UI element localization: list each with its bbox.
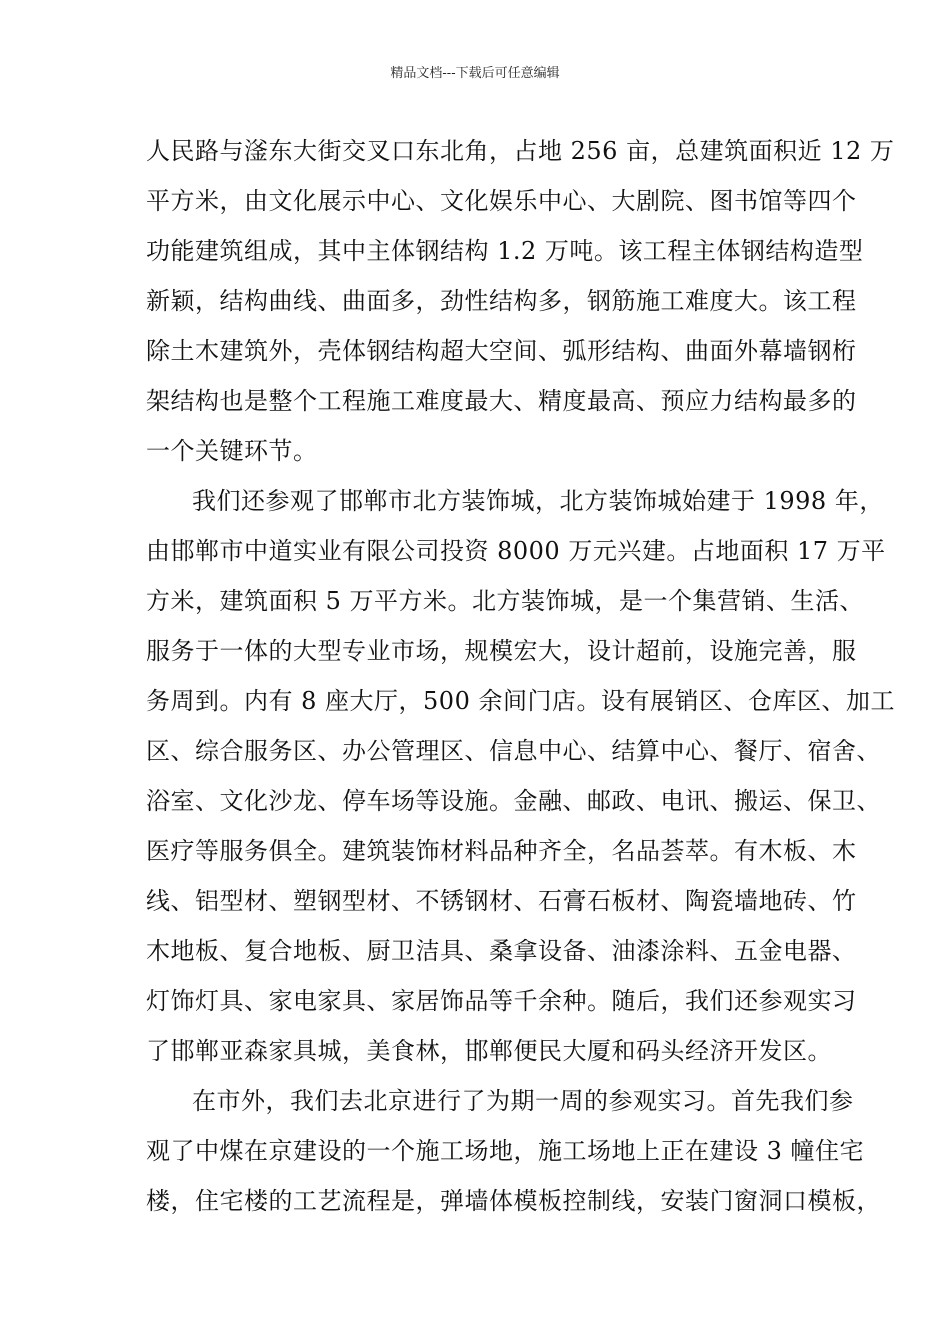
paragraph-first-line: 在市外，我们去北京进行了为期一周的参观实习。首先我们参 <box>192 1087 854 1115</box>
text-line: 人民路与滏东大街交叉口东北角，占地 256 亩，总建筑面积近 12 万 <box>146 137 895 165</box>
text-line: 服务于一体的大型专业市场，规模宏大，设计超前，设施完善，服 <box>146 637 857 665</box>
text-line: 线、铝型材、塑钢型材、不锈钢材、石膏石板材、陶瓷墙地砖、竹 <box>146 887 857 915</box>
paragraph-first-line: 我们还参观了邯郸市北方装饰城，北方装饰城始建于 1998 年， <box>192 487 884 515</box>
text-line: 楼，住宅楼的工艺流程是，弹墙体模板控制线，安装门窗洞口模板， <box>146 1187 881 1215</box>
text-line: 区、综合服务区、办公管理区、信息中心、结算中心、餐厅、宿舍、 <box>146 737 881 765</box>
text-line: 务周到。内有 8 座大厅，500 余间门店。设有展销区、仓库区、加工 <box>146 687 895 715</box>
page-header: 精品文档---下载后可任意编辑 <box>390 66 560 81</box>
text-line: 灯饰灯具、家电家具、家居饰品等千余种。随后，我们还参观实习 <box>146 987 857 1015</box>
text-line: 新颖，结构曲线、曲面多，劲性结构多，钢筋施工难度大。该工程 <box>146 287 857 315</box>
text-line: 由邯郸市中道实业有限公司投资 8000 万元兴建。占地面积 17 万平 <box>146 537 886 565</box>
text-line: 医疗等服务俱全。建筑装饰材料品种齐全，名品荟萃。有木板、木 <box>146 837 857 865</box>
text-line: 木地板、复合地板、厨卫洁具、桑拿设备、油漆涂料、五金电器、 <box>146 937 857 965</box>
text-line: 观了中煤在京建设的一个施工场地，施工场地上正在建设 3 幢住宅 <box>146 1137 865 1165</box>
text-line: 一个关键环节。 <box>146 437 318 465</box>
text-line: 功能建筑组成，其中主体钢结构 1.2 万吨。该工程主体钢结构造型 <box>146 237 864 265</box>
text-line: 了邯郸亚森家具城，美食林，邯郸便民大厦和码头经济开发区。 <box>146 1037 832 1065</box>
document-body <box>146 126 895 1226</box>
text-line: 方米，建筑面积 5 万平方米。北方装饰城，是一个集营销、生活、 <box>146 587 865 615</box>
text-line: 除土木建筑外，壳体钢结构超大空间、弧形结构、曲面外幕墙钢桁 <box>146 337 857 365</box>
text-line: 架结构也是整个工程施工难度最大、精度最高、预应力结构最多的 <box>146 387 857 415</box>
text-line: 浴室、文化沙龙、停车场等设施。金融、邮政、电讯、搬运、保卫、 <box>146 787 881 815</box>
text-line: 平方米，由文化展示中心、文化娱乐中心、大剧院、图书馆等四个 <box>146 187 857 215</box>
